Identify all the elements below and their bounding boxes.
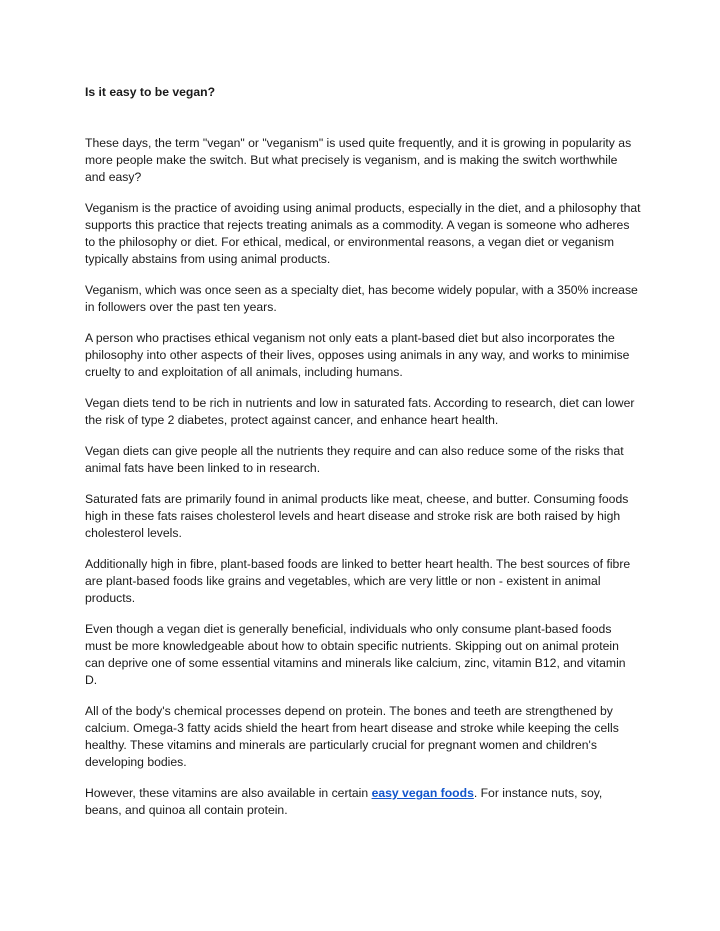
paragraph-knowledge: Even though a vegan diet is generally beneficial, individuals who only consume plant-based foods must be more knowledgeable about how to obtain specific nutrients. Skipping out on animal protein can deprive one of some essential vitamins and minerals like calcium, zinc, vitamin B12, and vitamin D. [85, 622, 626, 687]
paragraph-nutrients: Vegan diets tend to be rich in nutrients and low in saturated fats. According to research, diet can lower the risk of type 2 diabetes, protect against cancer, and enhance heart health. [85, 396, 635, 427]
paragraph-protein: All of the body's chemical processes depend on protein. The bones and teeth are strengthened by calcium. Omega-3 fatty acids shield the heart from heart disease and stroke while keeping the cells healthy. These vitamins and minerals are particularly crucial for pregnant women and children's developing bodies. [85, 704, 619, 769]
paragraph-text-before-link: However, these vitamins are also available in certain [85, 786, 372, 800]
paragraph-risks: Vegan diets can give people all the nutrients they require and can also reduce some of the risks that animal fats have been linked to in research. [85, 444, 624, 475]
document-body [85, 84, 641, 833]
document-title: Is it easy to be vegan? [85, 85, 216, 99]
paragraph-vegan-foods [85, 785, 641, 819]
paragraph-intro: These days, the term "vegan" or "veganism" is used quite frequently, and it is growing in popularity as more people make the switch. But what precisely is veganism, and is making the switch worthwhile and easy? [85, 136, 632, 184]
easy-vegan-foods-link[interactable]: easy vegan foods [371, 786, 474, 800]
paragraph-definition: Veganism is the practice of avoiding using animal products, especially in the diet, and a philosophy that supports this practice that rejects treating animals as a commodity. A vegan is someone who adheres to the philosophy or diet. For ethical, medical, or environmental reasons, a vegan diet or veganism typically abstains from using animal products. [85, 201, 641, 266]
paragraph-saturated-fats: Saturated fats are primarily found in animal products like meat, cheese, and butter. Consuming foods high in these fats raises cholesterol levels and heart disease and stroke risk are both raised by high cholesterol levels. [85, 492, 629, 540]
paragraph-popularity: Veganism, which was once seen as a specialty diet, has become widely popular, with a 350% increase in followers over the past ten years. [85, 283, 638, 314]
paragraph-ethical-veganism: A person who practises ethical veganism not only eats a plant-based diet but also incorporates the philosophy into other aspects of their lives, opposes using animals in any way, and works to minimise cruelty to and exploitation of all animals, including humans. [85, 331, 630, 379]
paragraph-text-after-link: . For instance nuts, soy, beans, and quinoa all contain protein. [85, 786, 603, 817]
paragraph-fibre: Additionally high in fibre, plant-based foods are linked to better heart health. The best sources of fibre are plant-based foods like grains and vegetables, which are very little or non - existent in animal products. [85, 557, 631, 605]
